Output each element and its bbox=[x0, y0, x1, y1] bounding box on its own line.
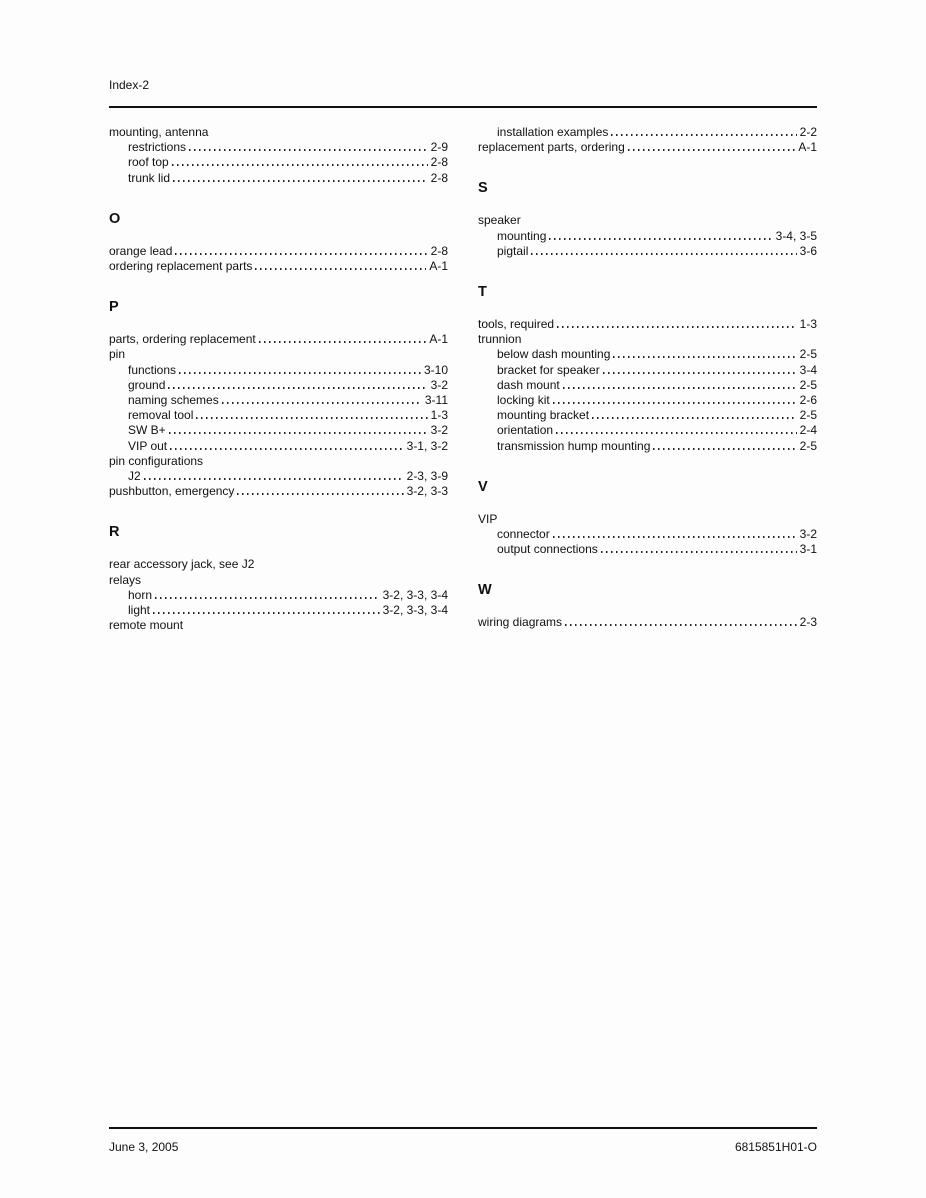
page-number: A-1 bbox=[429, 332, 448, 347]
index-entry bbox=[478, 423, 817, 438]
page-number: 2-6 bbox=[799, 393, 817, 408]
page-footer bbox=[109, 1140, 817, 1154]
page-number: 3-11 bbox=[424, 393, 448, 408]
dot-leader bbox=[611, 134, 796, 136]
entry-label: orange lead bbox=[109, 243, 173, 258]
index-entry bbox=[478, 347, 817, 362]
entry-label: orientation bbox=[497, 423, 554, 438]
entry-label: pushbutton, emergency bbox=[109, 484, 235, 499]
dot-leader bbox=[189, 149, 428, 151]
dot-leader bbox=[549, 238, 772, 240]
page-number: A-1 bbox=[798, 140, 817, 155]
page-number: 2-5 bbox=[799, 347, 817, 362]
dot-leader bbox=[155, 597, 380, 599]
index-column bbox=[478, 125, 817, 633]
entry-label: pigtail bbox=[497, 243, 529, 258]
entry-label: relays bbox=[109, 572, 142, 587]
index-entry bbox=[109, 155, 448, 170]
index-entry bbox=[478, 542, 817, 557]
entry-label: transmission hump mounting bbox=[497, 438, 651, 453]
dot-leader bbox=[628, 149, 796, 151]
entry-label: installation examples bbox=[497, 125, 609, 139]
entry-label: replacement parts, ordering bbox=[478, 140, 625, 155]
index-entry bbox=[478, 393, 817, 408]
entry-label: tools, required bbox=[478, 317, 555, 332]
page-number: 3-1, 3-2 bbox=[406, 438, 448, 453]
page-number: 1-3 bbox=[799, 317, 817, 332]
dot-leader bbox=[653, 448, 796, 450]
entry-label: bracket for speaker bbox=[497, 362, 600, 377]
entry-label: trunk lid bbox=[128, 170, 171, 185]
index-entry bbox=[478, 332, 817, 347]
entry-label: connector bbox=[497, 527, 550, 542]
page-number: 3-4, 3-5 bbox=[775, 228, 817, 243]
index-entry bbox=[478, 408, 817, 423]
page-number: 3-1 bbox=[799, 542, 817, 557]
entry-label: wiring diagrams bbox=[478, 615, 563, 630]
page-number: 3-2 bbox=[799, 527, 817, 542]
page-number: 2-3 bbox=[799, 615, 817, 630]
index-entry bbox=[478, 244, 817, 259]
index-entry bbox=[109, 573, 448, 588]
entry-label: mounting, antenna bbox=[109, 125, 209, 139]
entry-label: light bbox=[128, 603, 151, 618]
dot-leader bbox=[603, 372, 797, 374]
page-number: 2-8 bbox=[430, 243, 448, 258]
entry-label: SW B+ bbox=[128, 423, 166, 438]
entry-label: functions bbox=[128, 362, 177, 377]
page-number: 3-6 bbox=[799, 243, 817, 258]
entry-label: ordering replacement parts bbox=[109, 259, 253, 274]
index-section-letter: P bbox=[109, 299, 119, 316]
index-entry bbox=[109, 454, 448, 469]
index-entry bbox=[478, 229, 817, 244]
page-number: 3-4 bbox=[799, 362, 817, 377]
dot-leader bbox=[553, 536, 797, 538]
entry-label: pin bbox=[109, 347, 126, 362]
entry-label: roof top bbox=[128, 155, 169, 170]
dot-leader bbox=[255, 268, 426, 270]
dot-leader bbox=[556, 432, 797, 434]
index-entry bbox=[109, 557, 448, 572]
index-entry bbox=[478, 615, 817, 630]
footer-date: June 3, 2005 bbox=[109, 1140, 179, 1154]
page-number: 3-2, 3-3, 3-4 bbox=[382, 587, 448, 602]
index-entry bbox=[109, 259, 448, 274]
index-section-letter: W bbox=[478, 582, 492, 599]
dot-leader bbox=[565, 624, 797, 626]
entry-label: output connections bbox=[497, 542, 598, 557]
dot-leader bbox=[196, 417, 427, 419]
index-entry bbox=[109, 603, 448, 618]
index-entry bbox=[109, 484, 448, 499]
dot-leader bbox=[222, 402, 422, 404]
dot-leader bbox=[613, 356, 796, 358]
index-entry bbox=[478, 512, 817, 527]
entry-label: mounting bbox=[497, 228, 547, 243]
footer-doc-number: 6815851H01-O bbox=[734, 1140, 817, 1154]
dot-leader bbox=[601, 551, 797, 553]
index-entry bbox=[109, 171, 448, 186]
page-number: 2-8 bbox=[430, 170, 448, 185]
page-number: 2-5 bbox=[799, 408, 817, 423]
page-number: 3-10 bbox=[423, 362, 448, 377]
dot-leader bbox=[170, 448, 404, 450]
entry-label: restrictions bbox=[128, 140, 187, 155]
index-entry bbox=[109, 244, 448, 259]
index-entry bbox=[109, 363, 448, 378]
entry-label: removal tool bbox=[128, 408, 194, 423]
index-entry bbox=[478, 125, 817, 140]
index-entry bbox=[109, 618, 448, 633]
entry-label: naming schemes bbox=[128, 393, 219, 408]
page-number: 1-3 bbox=[430, 408, 448, 423]
index-columns bbox=[109, 125, 817, 633]
page-number: 2-5 bbox=[799, 377, 817, 392]
entry-label: trunnion bbox=[478, 332, 522, 347]
index-section-letter: O bbox=[109, 210, 121, 227]
index-section-letter: T bbox=[478, 284, 487, 301]
index-entry bbox=[109, 469, 448, 484]
dot-leader bbox=[175, 253, 427, 255]
index-entry bbox=[109, 393, 448, 408]
page-number: 3-2 bbox=[430, 423, 448, 438]
index-entry bbox=[478, 439, 817, 454]
dot-leader bbox=[531, 253, 796, 255]
page-number: 3-2, 3-3 bbox=[406, 484, 448, 499]
page-number: 2-5 bbox=[799, 438, 817, 453]
index-entry bbox=[109, 378, 448, 393]
index-entry bbox=[109, 140, 448, 155]
index-entry bbox=[109, 439, 448, 454]
header-rule bbox=[109, 106, 817, 108]
entry-label: VIP out bbox=[128, 438, 168, 453]
entry-label: below dash mounting bbox=[497, 347, 611, 362]
footer-rule bbox=[109, 1127, 817, 1129]
index-entry bbox=[109, 423, 448, 438]
page-number: 2-3, 3-9 bbox=[406, 469, 448, 484]
dot-leader bbox=[169, 432, 428, 434]
index-entry bbox=[109, 347, 448, 362]
page-number: 2-8 bbox=[430, 155, 448, 170]
page-number: 2-2 bbox=[799, 125, 817, 139]
entry-label: horn bbox=[128, 587, 153, 602]
index-entry bbox=[478, 527, 817, 542]
dot-leader bbox=[237, 493, 403, 495]
index-entry bbox=[109, 408, 448, 423]
entry-label: parts, ordering replacement bbox=[109, 332, 256, 347]
dot-leader bbox=[144, 478, 404, 480]
dot-leader bbox=[592, 417, 797, 419]
entry-label: locking kit bbox=[497, 393, 550, 408]
page-number: 2-9 bbox=[430, 140, 448, 155]
dot-leader bbox=[168, 387, 427, 389]
index-entry bbox=[478, 317, 817, 332]
index-entry bbox=[109, 588, 448, 603]
dot-leader bbox=[563, 387, 797, 389]
index-section-letter: R bbox=[109, 524, 120, 541]
page-number: 2-4 bbox=[799, 423, 817, 438]
dot-leader bbox=[153, 612, 380, 614]
index-entry bbox=[109, 332, 448, 347]
index-section-letter: V bbox=[478, 478, 488, 495]
dot-leader bbox=[179, 372, 421, 374]
page-header-label: Index-2 bbox=[109, 78, 150, 92]
entry-label: remote mount bbox=[109, 618, 184, 633]
entry-label: ground bbox=[128, 377, 166, 392]
index-section-letter: S bbox=[478, 180, 488, 197]
index-column bbox=[109, 125, 448, 633]
page-number: 3-2 bbox=[430, 377, 448, 392]
dot-leader bbox=[259, 341, 427, 343]
index-entry bbox=[478, 363, 817, 378]
index-entry bbox=[478, 140, 817, 155]
page-number: A-1 bbox=[429, 259, 448, 274]
index-entry bbox=[478, 213, 817, 228]
page-number: 3-2, 3-3, 3-4 bbox=[382, 603, 448, 618]
entry-label: J2 bbox=[128, 469, 141, 484]
entry-label: dash mount bbox=[497, 377, 560, 392]
entry-label: mounting bracket bbox=[497, 408, 590, 423]
entry-label: speaker bbox=[478, 213, 521, 228]
dot-leader bbox=[553, 402, 797, 404]
entry-label: pin configurations bbox=[109, 453, 204, 468]
index-entry bbox=[109, 125, 448, 140]
entry-label: VIP bbox=[478, 511, 498, 526]
entry-label: rear accessory jack, see J2 bbox=[109, 557, 255, 572]
dot-leader bbox=[172, 164, 428, 166]
dot-leader bbox=[557, 326, 797, 328]
index-entry bbox=[478, 378, 817, 393]
dot-leader bbox=[173, 180, 428, 182]
